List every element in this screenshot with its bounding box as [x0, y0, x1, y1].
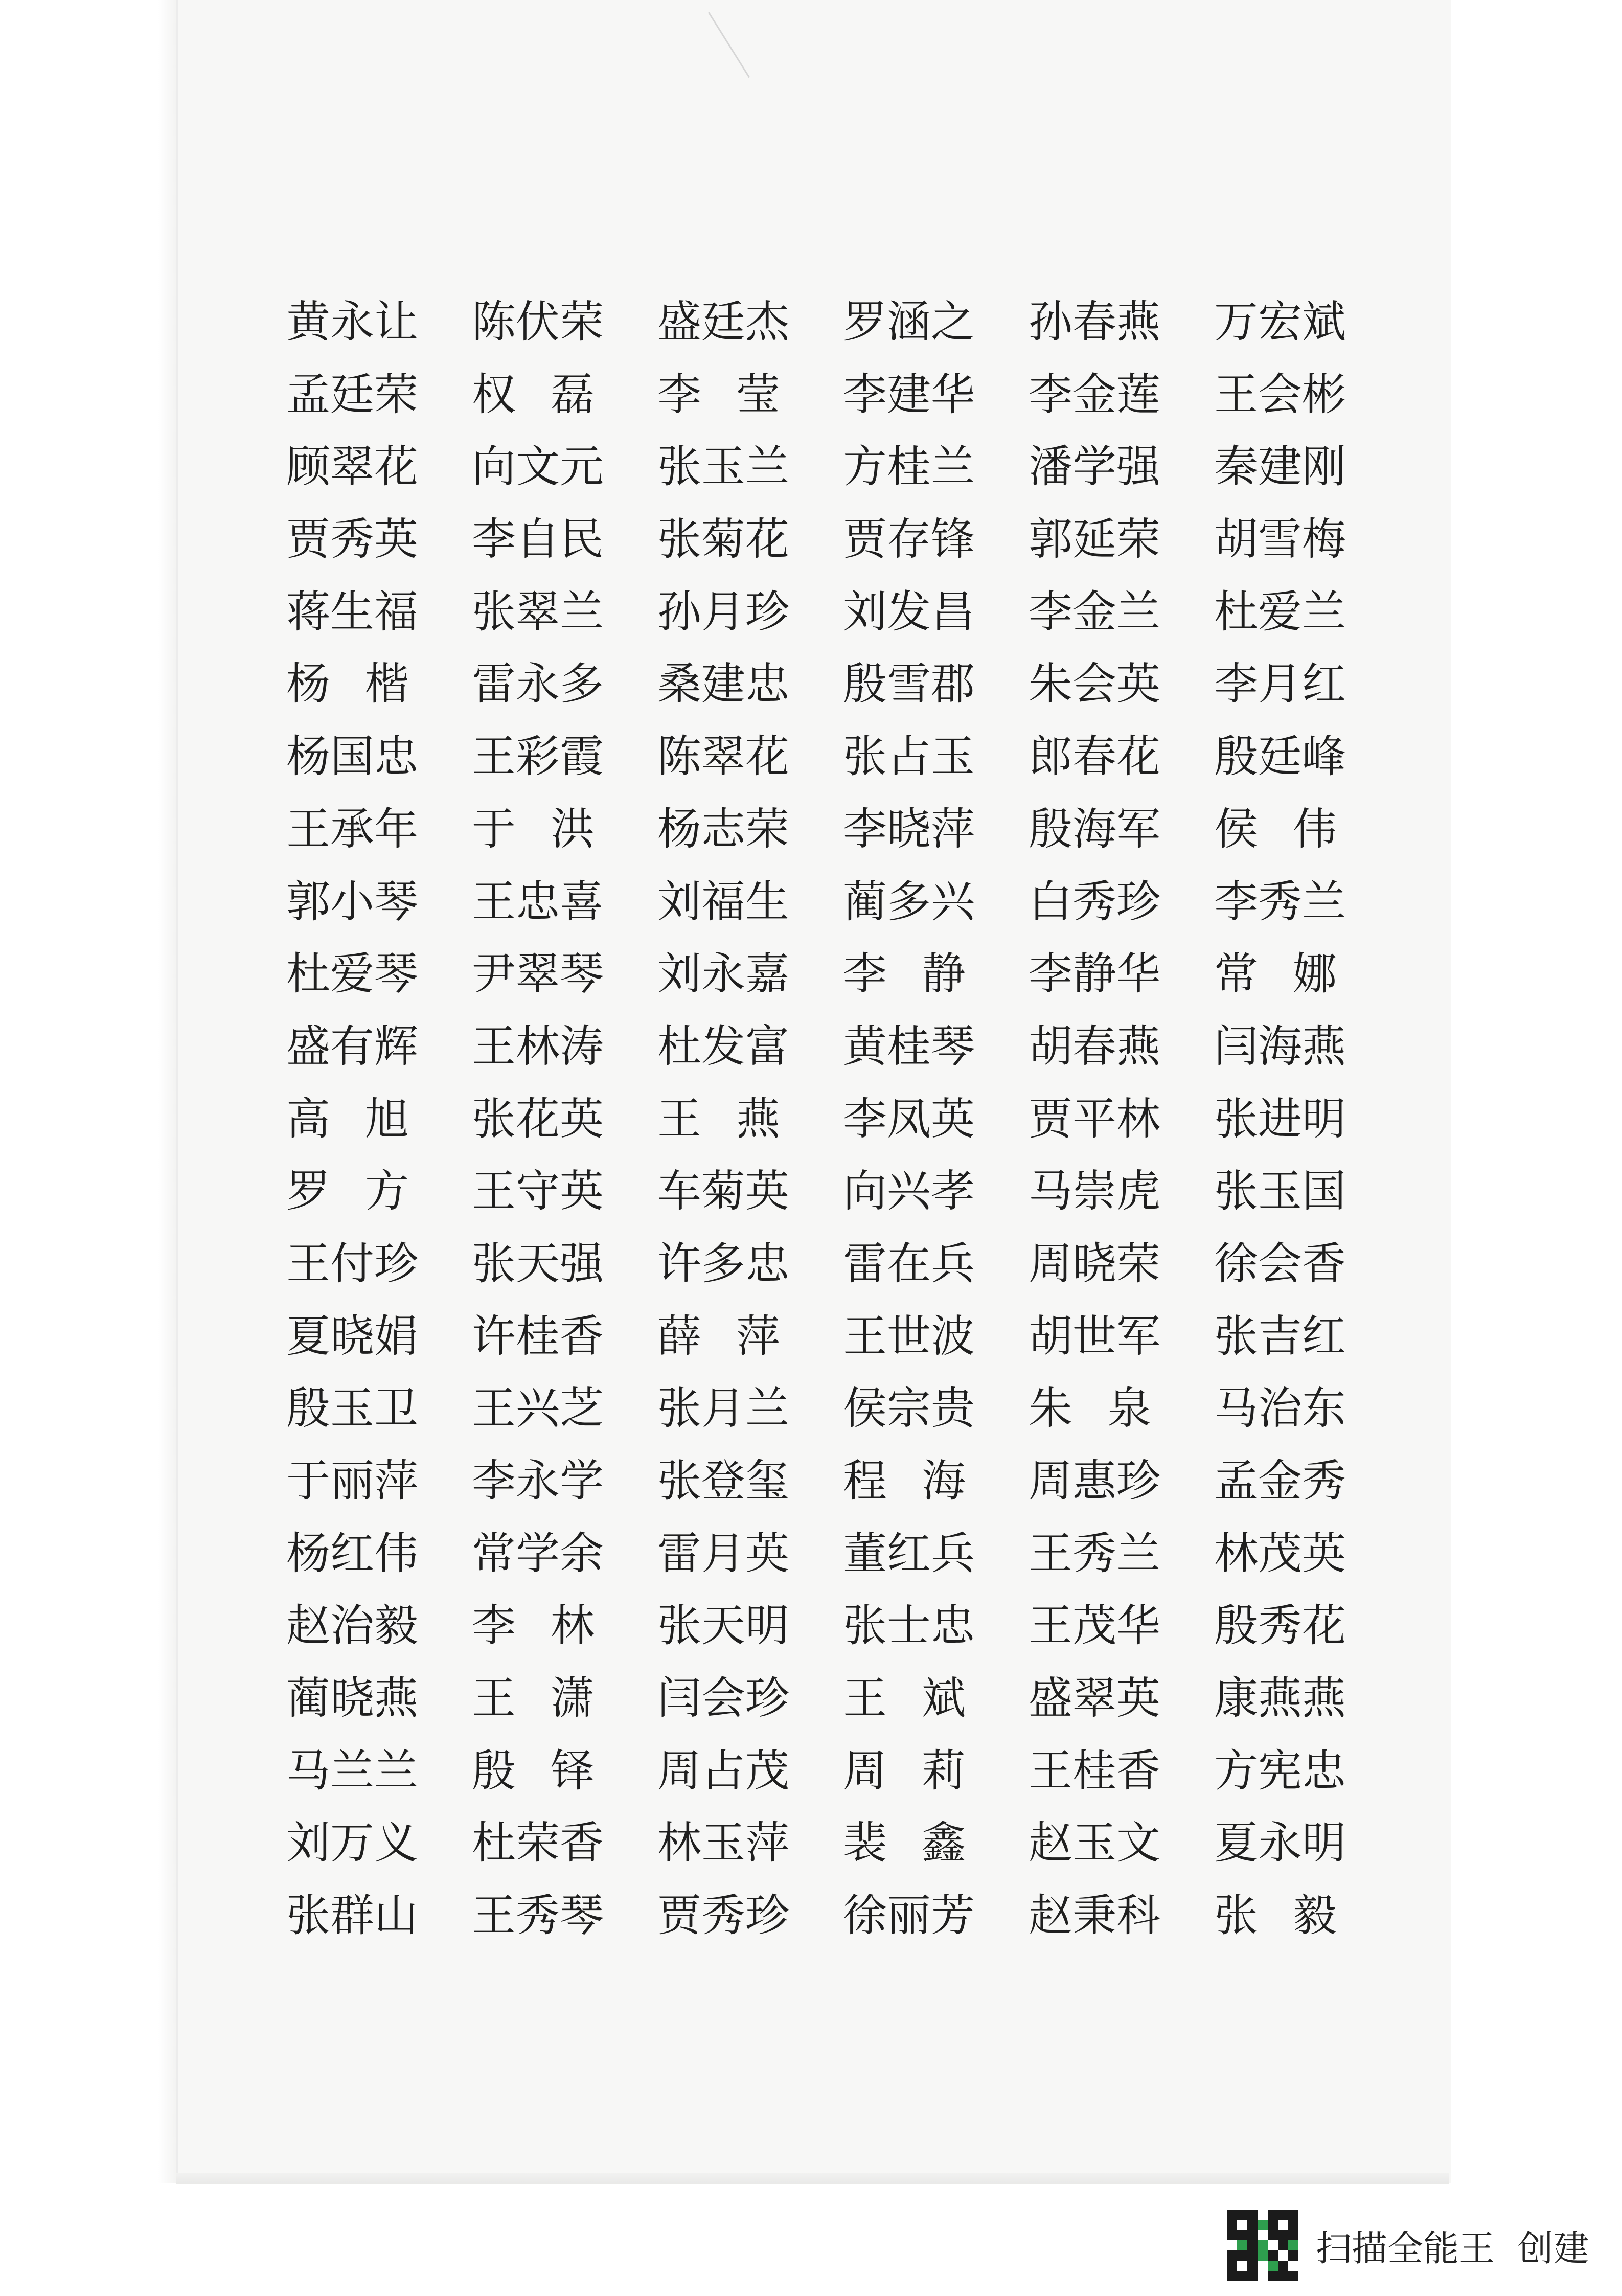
name-entry: 马兰兰 — [286, 1745, 418, 1797]
name-entry: 车菊英 — [657, 1166, 789, 1217]
name-entry: 常娜 — [1214, 948, 1337, 1000]
name-entry: 王忠喜 — [472, 876, 604, 927]
name-entry: 胡雪梅 — [1214, 514, 1346, 565]
name-entry: 殷秀花 — [1214, 1600, 1346, 1652]
name-entry: 殷雪郡 — [843, 658, 975, 710]
name-entry: 殷玉卫 — [286, 1383, 418, 1435]
name-entry: 闫海燕 — [1214, 1020, 1346, 1072]
name-entry: 王秀兰 — [1029, 1528, 1160, 1579]
name-entry: 李永学 — [472, 1456, 604, 1507]
name-entry: 张月兰 — [657, 1383, 789, 1435]
scanner-watermark — [1227, 2210, 1589, 2281]
name-entry: 黄桂琴 — [843, 1020, 975, 1072]
name-entry: 盛廷杰 — [657, 297, 789, 348]
name-entry: 杨红伟 — [286, 1528, 418, 1579]
name-entry: 胡春燕 — [1029, 1020, 1160, 1072]
name-entry: 张天明 — [657, 1600, 789, 1652]
name-entry: 李月红 — [1214, 658, 1346, 710]
name-entry: 张花英 — [472, 1093, 604, 1145]
name-entry: 常学余 — [472, 1528, 604, 1579]
name-entry: 程海 — [843, 1456, 966, 1507]
name-entry: 李林 — [472, 1600, 595, 1652]
name-entry: 王承年 — [286, 803, 418, 855]
name-entry: 王付珍 — [286, 1238, 418, 1289]
name-entry: 李晓萍 — [843, 803, 975, 855]
name-entry: 周占茂 — [657, 1745, 789, 1797]
name-entry: 贾秀英 — [286, 514, 418, 565]
name-entry: 赵秉科 — [1029, 1890, 1160, 1942]
name-entry: 侯伟 — [1214, 803, 1337, 855]
name-entry: 郭延荣 — [1029, 514, 1160, 565]
name-entry: 张占玉 — [843, 731, 975, 783]
name-entry: 马崇虎 — [1029, 1166, 1160, 1217]
name-entry: 王世波 — [843, 1310, 975, 1362]
name-entry: 张毅 — [1214, 1890, 1337, 1942]
name-entry: 康燕燕 — [1214, 1673, 1346, 1724]
name-entry: 闫会珍 — [657, 1673, 789, 1724]
name-entry: 王燕 — [657, 1093, 780, 1145]
name-entry: 桑建忠 — [657, 658, 789, 710]
name-entry: 董红兵 — [843, 1528, 975, 1579]
name-entry: 薛萍 — [657, 1310, 780, 1362]
name-entry: 殷海军 — [1029, 803, 1160, 855]
name-entry: 王兴芝 — [472, 1383, 604, 1435]
name-entry: 杜荣香 — [472, 1817, 604, 1869]
name-entry: 杨楷 — [286, 658, 409, 710]
name-entry: 于丽萍 — [286, 1456, 418, 1507]
name-entry: 张登玺 — [657, 1456, 789, 1507]
name-entry: 殷铎 — [472, 1745, 595, 1797]
name-entry: 张群山 — [286, 1890, 418, 1942]
name-entry: 张玉兰 — [657, 441, 789, 493]
name-entry: 侯宗贵 — [843, 1383, 975, 1435]
name-entry: 张士忠 — [843, 1600, 975, 1652]
name-entry: 张菊花 — [657, 514, 789, 565]
name-entry: 许多忠 — [657, 1238, 789, 1289]
name-entry: 殷廷峰 — [1214, 731, 1346, 783]
name-list — [286, 286, 1401, 1952]
name-entry: 胡世军 — [1029, 1310, 1160, 1362]
name-entry: 张进明 — [1214, 1093, 1346, 1145]
name-entry: 雷永多 — [472, 658, 604, 710]
name-entry: 张翠兰 — [472, 586, 604, 638]
name-entry: 万宏斌 — [1214, 297, 1346, 348]
name-entry: 赵治毅 — [286, 1600, 418, 1652]
name-entry: 刘发昌 — [843, 586, 975, 638]
name-entry: 王秀琴 — [472, 1890, 604, 1942]
name-entry: 顾翠花 — [286, 441, 418, 493]
name-entry: 裴鑫 — [843, 1817, 966, 1869]
name-entry: 权磊 — [472, 369, 595, 420]
name-entry: 李金莲 — [1029, 369, 1160, 420]
name-entry: 李建华 — [843, 369, 975, 420]
name-entry: 陈翠花 — [657, 731, 789, 783]
name-entry: 向兴孝 — [843, 1166, 975, 1217]
name-entry: 王潇 — [472, 1673, 595, 1724]
name-entry: 王林涛 — [472, 1020, 604, 1072]
name-entry: 刘万义 — [286, 1817, 418, 1869]
name-entry: 雷月英 — [657, 1528, 789, 1579]
name-entry: 罗方 — [286, 1166, 409, 1217]
name-entry: 郭小琴 — [286, 876, 418, 927]
name-entry: 赵玉文 — [1029, 1817, 1160, 1869]
name-entry: 王茂华 — [1029, 1600, 1160, 1652]
name-entry: 张玉国 — [1214, 1166, 1346, 1217]
name-entry: 孟金秀 — [1214, 1456, 1346, 1507]
name-entry: 李莹 — [657, 369, 780, 420]
name-entry: 于洪 — [472, 803, 595, 855]
name-entry: 罗涵之 — [843, 297, 975, 348]
name-entry: 方宪忠 — [1214, 1745, 1346, 1797]
name-entry: 潘学强 — [1029, 441, 1160, 493]
name-entry: 郎春花 — [1029, 731, 1160, 783]
name-entry: 王桂香 — [1029, 1745, 1160, 1797]
name-entry: 夏永明 — [1214, 1817, 1346, 1869]
name-entry: 朱会英 — [1029, 658, 1160, 710]
name-entry: 周晓荣 — [1029, 1238, 1160, 1289]
name-entry: 张天强 — [472, 1238, 604, 1289]
name-entry: 朱泉 — [1029, 1383, 1151, 1435]
name-entry: 许桂香 — [472, 1310, 604, 1362]
name-entry: 秦建刚 — [1214, 441, 1346, 493]
name-entry: 李金兰 — [1029, 586, 1160, 638]
name-entry: 杜爱兰 — [1214, 586, 1346, 638]
name-entry: 盛翠英 — [1029, 1673, 1160, 1724]
name-entry: 徐丽芳 — [843, 1890, 975, 1942]
name-entry: 刘永嘉 — [657, 948, 789, 1000]
name-entry: 盛有辉 — [286, 1020, 418, 1072]
name-entry: 李自民 — [472, 514, 604, 565]
name-entry: 孙月珍 — [657, 586, 789, 638]
name-entry: 林玉萍 — [657, 1817, 789, 1869]
name-entry: 蔺多兴 — [843, 876, 975, 927]
name-entry: 方桂兰 — [843, 441, 975, 493]
name-entry: 高旭 — [286, 1093, 409, 1145]
name-entry: 杜发富 — [657, 1020, 789, 1072]
name-entry: 徐会香 — [1214, 1238, 1346, 1289]
name-entry: 向文元 — [472, 441, 604, 493]
name-entry: 刘福生 — [657, 876, 789, 927]
name-entry: 周惠珍 — [1029, 1456, 1160, 1507]
name-entry: 杜爱琴 — [286, 948, 418, 1000]
name-entry: 陈伏荣 — [472, 297, 604, 348]
name-entry: 李凤英 — [843, 1093, 975, 1145]
qr-code-icon — [1227, 2210, 1298, 2281]
name-entry: 贾存锋 — [843, 514, 975, 565]
name-entry: 李静华 — [1029, 948, 1160, 1000]
name-entry: 孟廷荣 — [286, 369, 418, 420]
name-entry: 孙春燕 — [1029, 297, 1160, 348]
name-entry: 夏晓娟 — [286, 1310, 418, 1362]
name-entry: 李秀兰 — [1214, 876, 1346, 927]
name-entry: 雷在兵 — [843, 1238, 975, 1289]
name-entry: 蒋生福 — [286, 586, 418, 638]
scanner-label: 扫描全能王 创建 — [1316, 2227, 1589, 2269]
name-entry: 王守英 — [472, 1166, 604, 1217]
name-entry: 贾平林 — [1029, 1093, 1160, 1145]
name-entry: 张吉红 — [1214, 1310, 1346, 1362]
name-entry: 王斌 — [843, 1673, 966, 1724]
name-entry: 马治东 — [1214, 1383, 1346, 1435]
name-entry: 王会彬 — [1214, 369, 1346, 420]
name-entry: 尹翠琴 — [472, 948, 604, 1000]
page-bottom-edge — [176, 2173, 1449, 2184]
name-entry: 蔺晓燕 — [286, 1673, 418, 1724]
name-entry: 李静 — [843, 948, 966, 1000]
name-entry: 杨志荣 — [657, 803, 789, 855]
name-entry: 杨国忠 — [286, 731, 418, 783]
name-entry: 王彩霞 — [472, 731, 604, 783]
name-entry: 周莉 — [843, 1745, 966, 1797]
paper-shadow — [158, 0, 179, 2183]
name-entry: 白秀珍 — [1029, 876, 1160, 927]
name-entry: 贾秀珍 — [657, 1890, 789, 1942]
name-entry: 林茂英 — [1214, 1528, 1346, 1579]
name-entry: 黄永让 — [286, 297, 418, 348]
